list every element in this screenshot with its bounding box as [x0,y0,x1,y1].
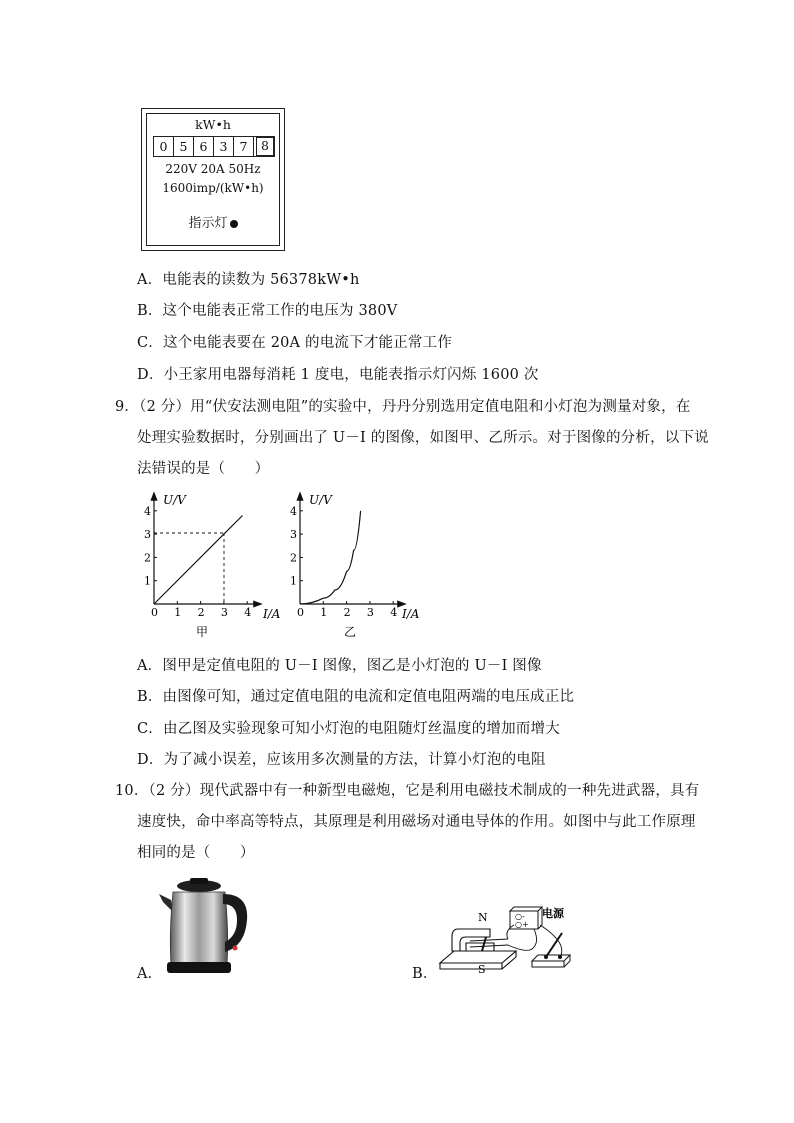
graph-yi-series-line [300,511,361,604]
q10-option-b-label: B． [412,966,438,982]
graph-jia-x-tick-label: 2 [197,606,205,619]
graph-yi-y-tick-label: 4 [290,504,297,518]
indicator-light-icon [230,220,238,228]
graph-jia-series-line [154,516,243,605]
meter-digit: 0 [154,137,174,156]
graph-jia-y-label: U/V [163,493,186,507]
q10-option-a-label: A． [137,966,163,982]
meter-digits [153,136,275,157]
q9-option-a: A．图甲是定值电阻的 U－I 图像，图乙是小灯泡的 U－I 图像 [137,658,542,674]
meter-unit: kW•h [195,117,231,132]
graph-jia-x-tick-label: 1 [174,606,182,619]
magnet-pole-n: N [478,911,488,924]
q8-option-b: B．这个电能表正常工作的电压为 380V [137,303,398,319]
electric-meter-figure [141,108,285,251]
meter-digit: 5 [174,137,194,156]
power-supply-label: 电源 [542,907,564,920]
graph-yi-y-label: U/V [309,493,332,507]
graph-yi-y-tick-label: 2 [290,551,297,565]
q10-stem-line1: 10．（2 分）现代武器中有一种新型电磁炮，它是利用电磁技术制成的一种先进武器，具有 [115,783,700,799]
q8-option-a: A．电能表的读数为 56378kW•h [137,272,360,288]
meter-spec-imp: 1600imp/(kW•h) [162,181,264,195]
q8-option-d: D．小王家用电器每消耗 1 度电，电能表指示灯闪烁 1600 次 [137,367,539,383]
meter-digit-decimal: 8 [256,137,274,156]
graph-yi-x-label: I/A [402,607,420,621]
graph-jia-y-tick-label: 4 [144,504,151,518]
q9-stem-line2: 处理实验数据时，分别画出了 U－I 的图像，如图甲、乙所示。对于图像的分析，以下说 [137,430,709,446]
meter-digit: 7 [234,137,254,156]
graph-yi [290,493,420,639]
graph-jia-y-tick-label: 1 [144,574,151,588]
svg-text:○-: ○- [515,912,525,921]
graph-jia [144,493,281,639]
graph-jia-x-tick-label: 4 [244,606,252,619]
graph-yi-origin: 0 [297,606,304,619]
q8-option-c: C．这个电能表要在 20A 的电流下才能正常工作 [137,335,453,351]
magnet-pole-s: S [478,963,486,976]
magnetic-force-apparatus [436,903,576,978]
graph-yi-x-tick-label: 1 [320,606,328,619]
meter-indicator-label: 指示灯 [188,216,228,231]
graph-jia-y-tick-label: 2 [144,551,151,565]
q9-graphs [130,488,430,648]
graph-yi-y-tick-label: 3 [290,528,297,542]
graph-jia-x-tick-label: 3 [220,606,228,619]
graph-yi-x-tick-label: 3 [366,606,374,619]
meter-indicator [147,212,279,231]
svg-text:○+: ○+ [515,920,529,929]
graph-jia-origin: 0 [151,606,158,619]
q9-option-d: D．为了减小误差，应该用多次测量的方法，计算小灯泡的电阻 [137,752,546,768]
q10-stem-line2: 速度快，命中率高等特点，其原理是利用磁场对通电导体的作用。如图中与此工作原理 [137,814,696,830]
graph-jia-x-label: I/A [263,607,281,621]
meter-inner-frame [146,113,280,246]
graph-jia-caption: 甲 [196,625,209,639]
q10-stem-line3: 相同的是（ ） [137,845,255,861]
q9-option-b: B．由图像可知，通过定值电阻的电流和定值电阻两端的电压成正比 [137,689,575,705]
meter-digit: 3 [214,137,234,156]
graph-yi-x-tick-label: 2 [343,606,351,619]
meter-spec-rating: 220V 20A 50Hz [165,162,261,176]
graph-yi-x-tick-label: 4 [390,606,398,619]
q9-stem-line1: 9．（2 分）用“伏安法测电阻”的实验中，丹丹分别选用定值电阻和小灯泡为测量对象，在 [115,399,691,415]
q9-stem-line3: 法错误的是（ ） [137,461,270,477]
graph-jia-y-tick-label: 3 [144,528,151,542]
meter-digit: 6 [194,137,214,156]
graph-yi-caption: 乙 [344,625,357,639]
kettle-image [157,872,252,977]
graph-yi-y-tick-label: 1 [290,574,297,588]
q9-option-c: C．由乙图及实验现象可知小灯泡的电阻随灯丝温度的增加而增大 [137,721,560,737]
